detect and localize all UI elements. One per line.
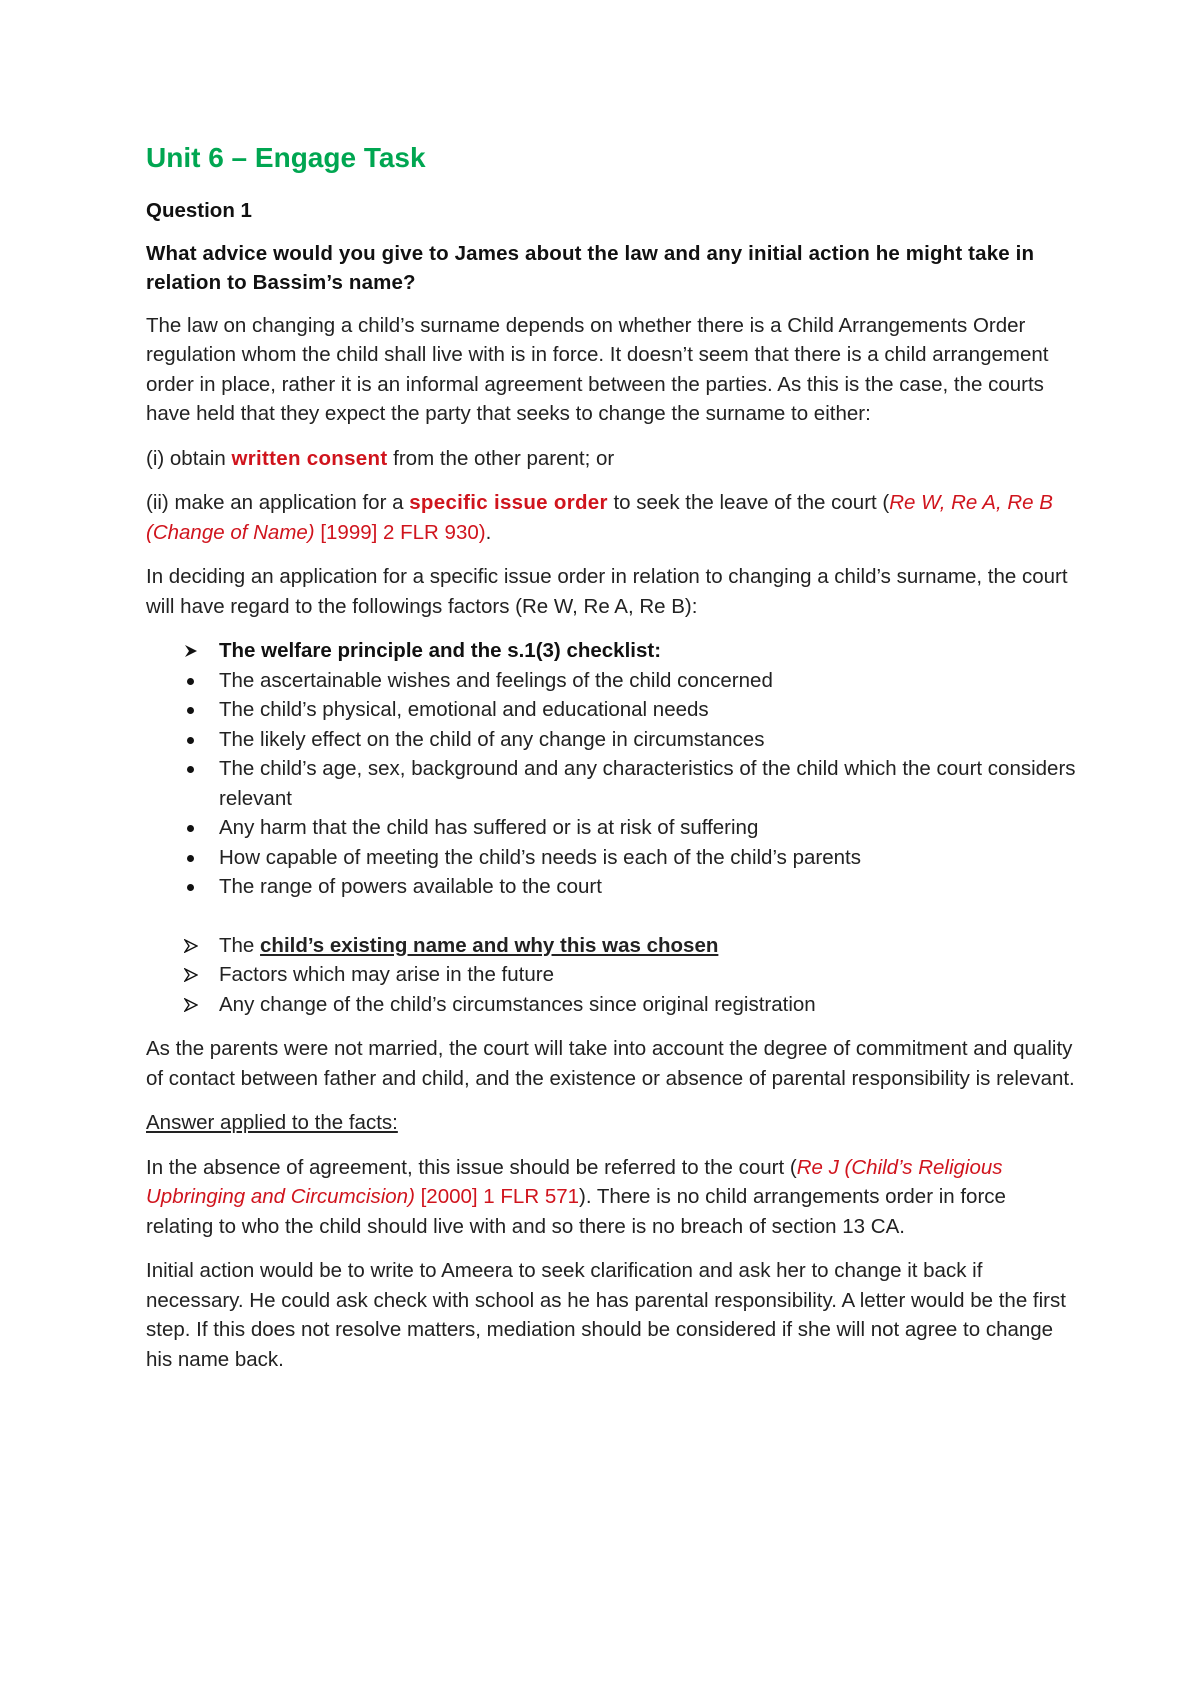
option2-prefix: (ii) make an application for a: [146, 491, 410, 514]
para4-suffix: ). There is no child arrangements order in force relating to who the child should live with and so there is no breach of section 13 CA.: [146, 1185, 1006, 1238]
existing-name-emphasis: child’s existing name and why this was chosen: [260, 933, 719, 957]
applied-heading: Answer applied to the facts:: [146, 1111, 398, 1134]
round-bullet-icon: [187, 884, 194, 891]
checklist-item-text: The range of powers available to the court: [219, 875, 602, 898]
document-body: [146, 140, 1076, 1389]
list-item: [146, 872, 1076, 902]
option1-suffix: from the other parent; or: [387, 446, 615, 470]
written-consent-highlight: written consent: [231, 446, 388, 470]
list-spacer: [146, 902, 1076, 931]
initial-action-paragraph: Initial action would be to write to Ameera to seek clarification and ask her to change it back if necessary. He could ask check with school as he has parental responsibility. A letter would be the first step. If this does not resolve matters, mediation should be considered if she will not agree to change his name back.: [146, 1259, 1066, 1371]
document-title: Unit 6 – Engage Task: [146, 142, 426, 173]
list-item: [146, 725, 1076, 755]
list-item: [146, 695, 1076, 725]
checklist: [146, 636, 1076, 902]
factor3-text: Any change of the child’s circumstances since original registration: [219, 992, 816, 1016]
list-item: [146, 960, 1076, 990]
option-specific-issue-order: [146, 488, 1076, 547]
option2-middle: to seek the leave of the court (: [607, 491, 890, 514]
list-item: [146, 931, 1076, 961]
list-item: [146, 990, 1076, 1020]
checklist-heading: The welfare principle and the s.1(3) checklist:: [219, 639, 662, 662]
law-paragraph: The law on changing a child’s surname depends on whether there is a Child Arrangements Order regulation whom the child shall live with is in force. It doesn’t seem that there is a child arrangement order in place, rather it is an informal agreement between the parties. As this is the case, the courts have held that they expect the party that seeks to change the surname to either:: [146, 313, 1049, 425]
round-bullet-icon: [187, 855, 194, 862]
factor2-text: Factors which may arise in the future: [219, 963, 554, 986]
checklist-item-text: The likely effect on the child of any change in circumstances: [219, 727, 765, 751]
round-bullet-icon: [187, 737, 194, 744]
question-text: What advice would you give to James about the law and any initial action he might take in relation to Bassim’s name?: [146, 241, 1035, 294]
checklist-item-text: How capable of meeting the child’s needs is each of the child’s parents: [219, 845, 861, 869]
round-bullet-icon: [187, 678, 194, 685]
arrowhead-bullet-icon: [184, 939, 198, 953]
arrowhead-bullet-icon: [184, 644, 198, 658]
para4-prefix: In the absence of agreement, this issue should be referred to the court (: [146, 1155, 797, 1179]
additional-factors-list: [146, 931, 1076, 1020]
case-name-re-j: Re J (Child’s Religious Upbringing and Circumcision): [146, 1155, 1003, 1208]
citation-1999: [1999] 2 FLR 930): [314, 520, 486, 544]
factors-intro-paragraph: In deciding an application for a specific issue order in relation to changing a child’s surname, the court will have regard to the followings factors (Re W, Re A, Re B):: [146, 565, 1068, 618]
option1-prefix: (i) obtain: [146, 446, 232, 470]
unmarried-parents-paragraph: As the parents were not married, the court will take into account the degree of commitment and quality of contact between father and child, and the existence or absence of parental responsibility is relevant.: [146, 1037, 1075, 1090]
list-item: [146, 666, 1076, 696]
list-item: [146, 754, 1076, 813]
list-item: [146, 813, 1076, 843]
option-written-consent: [146, 444, 1076, 474]
checklist-item-text: The child’s physical, emotional and educational needs: [219, 698, 709, 721]
round-bullet-icon: [187, 707, 194, 714]
checklist-heading-item: [146, 636, 1076, 666]
round-bullet-icon: [187, 766, 194, 773]
list-item: [146, 843, 1076, 873]
absence-of-agreement-paragraph: [146, 1153, 1076, 1242]
factor1-prefix: The: [219, 933, 261, 957]
checklist-item-text: The child’s age, sex, background and any characteristics of the child which the court considers relevant: [219, 757, 1076, 810]
round-bullet-icon: [187, 825, 194, 832]
citation-2000: [2000] 1 FLR 571: [414, 1185, 580, 1208]
option2-end: .: [485, 520, 492, 544]
arrowhead-bullet-icon: [184, 998, 198, 1012]
checklist-item-text: The ascertainable wishes and feelings of the child concerned: [219, 668, 773, 692]
arrowhead-bullet-icon: [184, 968, 198, 982]
case-name-re-w: Re W, Re A, Re B (Change of Name): [146, 491, 1053, 544]
specific-issue-order-highlight: specific issue order: [409, 491, 608, 514]
checklist-item-text: Any harm that the child has suffered or is at risk of suffering: [219, 816, 759, 839]
question-label: Question 1: [146, 199, 252, 222]
